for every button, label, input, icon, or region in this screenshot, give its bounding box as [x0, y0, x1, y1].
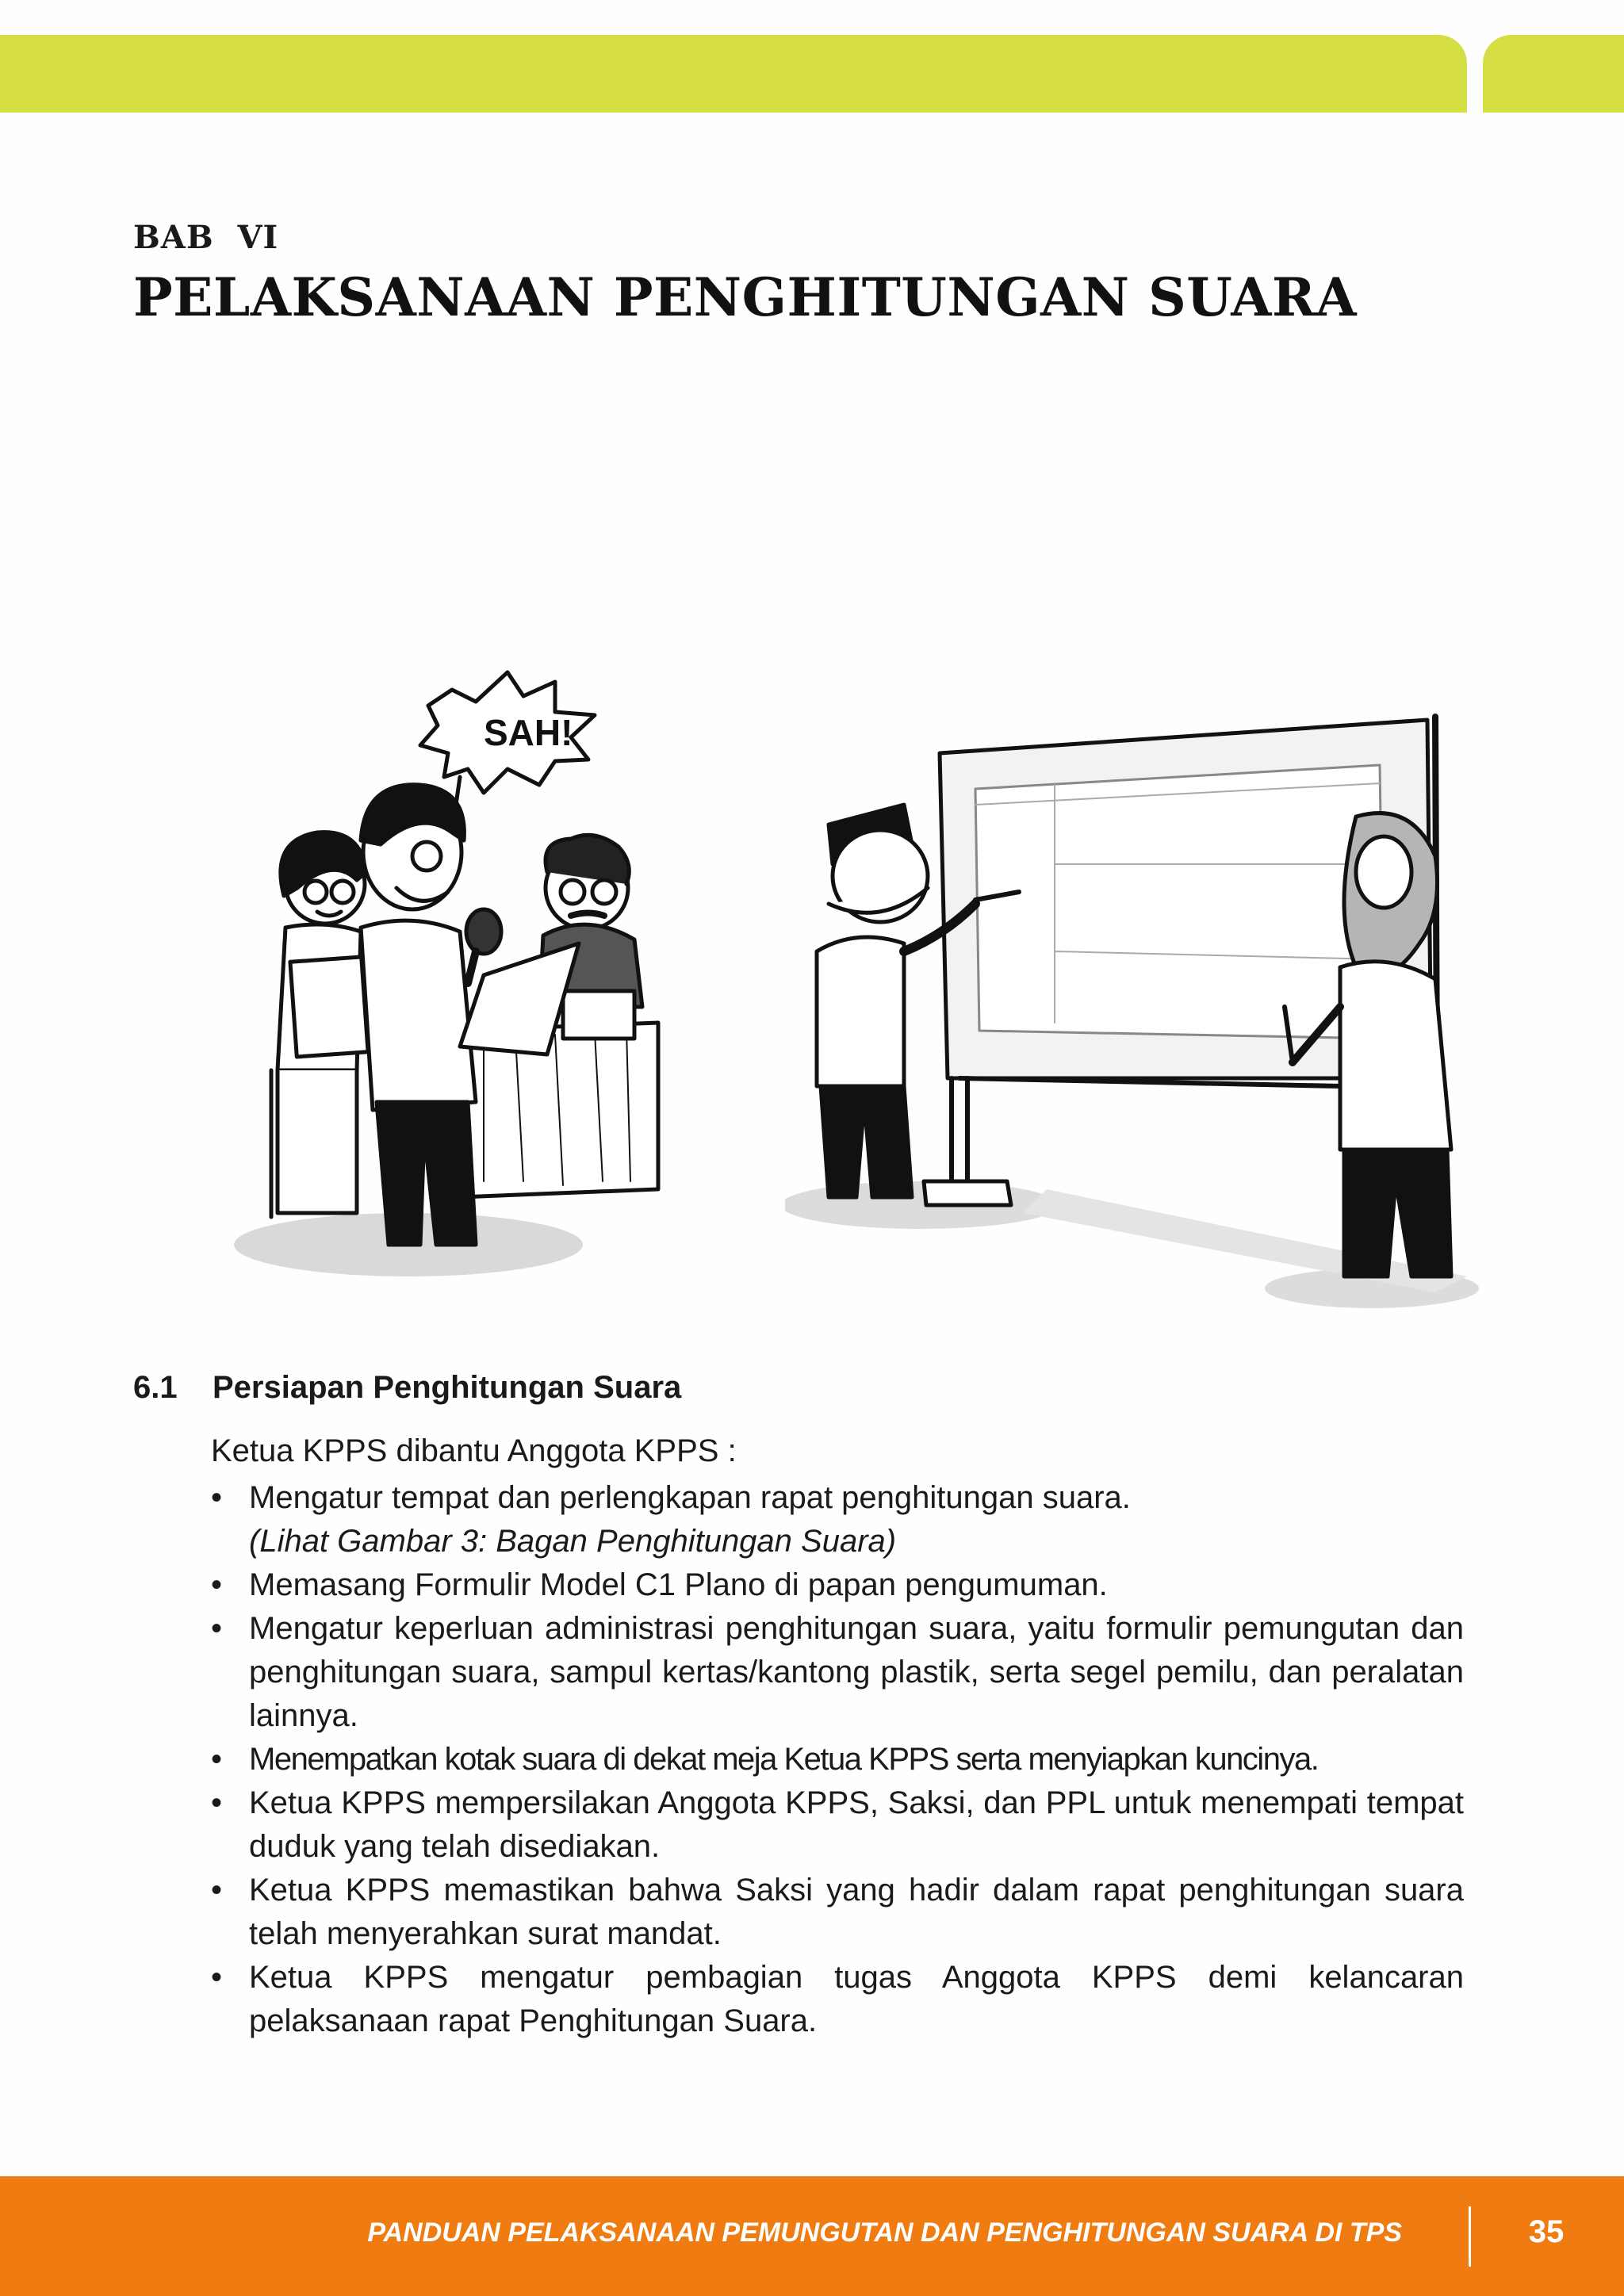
figure-reference-note: (Lihat Gambar 3: Bagan Penghitungan Suara): [249, 1524, 897, 1559]
list-item: [211, 1956, 1464, 2043]
bullet-icon: •: [211, 1785, 223, 1820]
list-item: [211, 1781, 1464, 1869]
section-title: Persiapan Penghitungan Suara: [213, 1370, 682, 1405]
list-item-text: Menempatkan kotak suara di dekat meja Ketua KPPS serta menyiapkan kuncinya.: [249, 1742, 1319, 1777]
preparation-list: [211, 1476, 1464, 2043]
list-item: [211, 1563, 1464, 1607]
page-number: 35: [1528, 2214, 1565, 2249]
section-intro: Ketua KPPS dibantu Anggota KPPS :: [211, 1433, 737, 1468]
footer-divider: [1469, 2206, 1471, 2267]
list-item: [211, 1476, 1464, 1563]
list-item-text: Ketua KPPS memastikan bahwa Saksi yang hadir dalam rapat penghitungan suara telah menyerahkan surat mandat.: [249, 1873, 1464, 1951]
list-item-text: Mengatur tempat dan perlengkapan rapat penghitungan suara.: [249, 1480, 1131, 1515]
header-band-left: [0, 35, 1467, 113]
list-item-text: Ketua KPPS mempersilakan Anggota KPPS, Saksi, dan PPL untuk menempati tempat duduk yang telah disediakan.: [249, 1785, 1464, 1864]
list-item: [211, 1738, 1464, 1781]
section-number: 6.1: [133, 1370, 178, 1405]
chapter-label: BAB VI: [133, 219, 279, 256]
speech-bubble-text: SAH!: [484, 712, 573, 753]
chapter-title: PELAKSANAAN PENGHITUNGAN SUARA: [133, 266, 1358, 328]
whiteboard-tally-illustration: [785, 706, 1483, 1324]
list-item-text: Memasang Formulir Model C1 Plano di papan pengumuman.: [249, 1567, 1108, 1602]
section-heading: [133, 1370, 681, 1406]
footer-title: PANDUAN PELAKSANAAN PEMUNGUTAN DAN PENGHITUNGAN SUARA DI TPS: [367, 2218, 1402, 2248]
list-item: [211, 1607, 1464, 1738]
header-band-right: [1483, 35, 1624, 113]
officials-announcing-illustration: [222, 658, 682, 1292]
list-item-text: Ketua KPPS mengatur pembagian tugas Anggota KPPS demi kelancaran pelaksanaan rapat Penghitungan Suara.: [249, 1960, 1464, 2038]
list-item-text: Mengatur keperluan administrasi penghitungan suara, yaitu formulir pemungutan dan penghitungan suara, sampul kertas/kantong plastik, serta segel pemilu, dan peralatan lainnya.: [249, 1611, 1464, 1733]
footer-band: [0, 2176, 1624, 2296]
bullet-icon: •: [211, 1873, 223, 1908]
bullet-icon: •: [211, 1960, 223, 1995]
bullet-icon: •: [211, 1480, 223, 1515]
list-item: [211, 1869, 1464, 1956]
bullet-icon: •: [211, 1742, 221, 1777]
bullet-icon: •: [211, 1611, 223, 1646]
bullet-icon: •: [211, 1567, 223, 1602]
